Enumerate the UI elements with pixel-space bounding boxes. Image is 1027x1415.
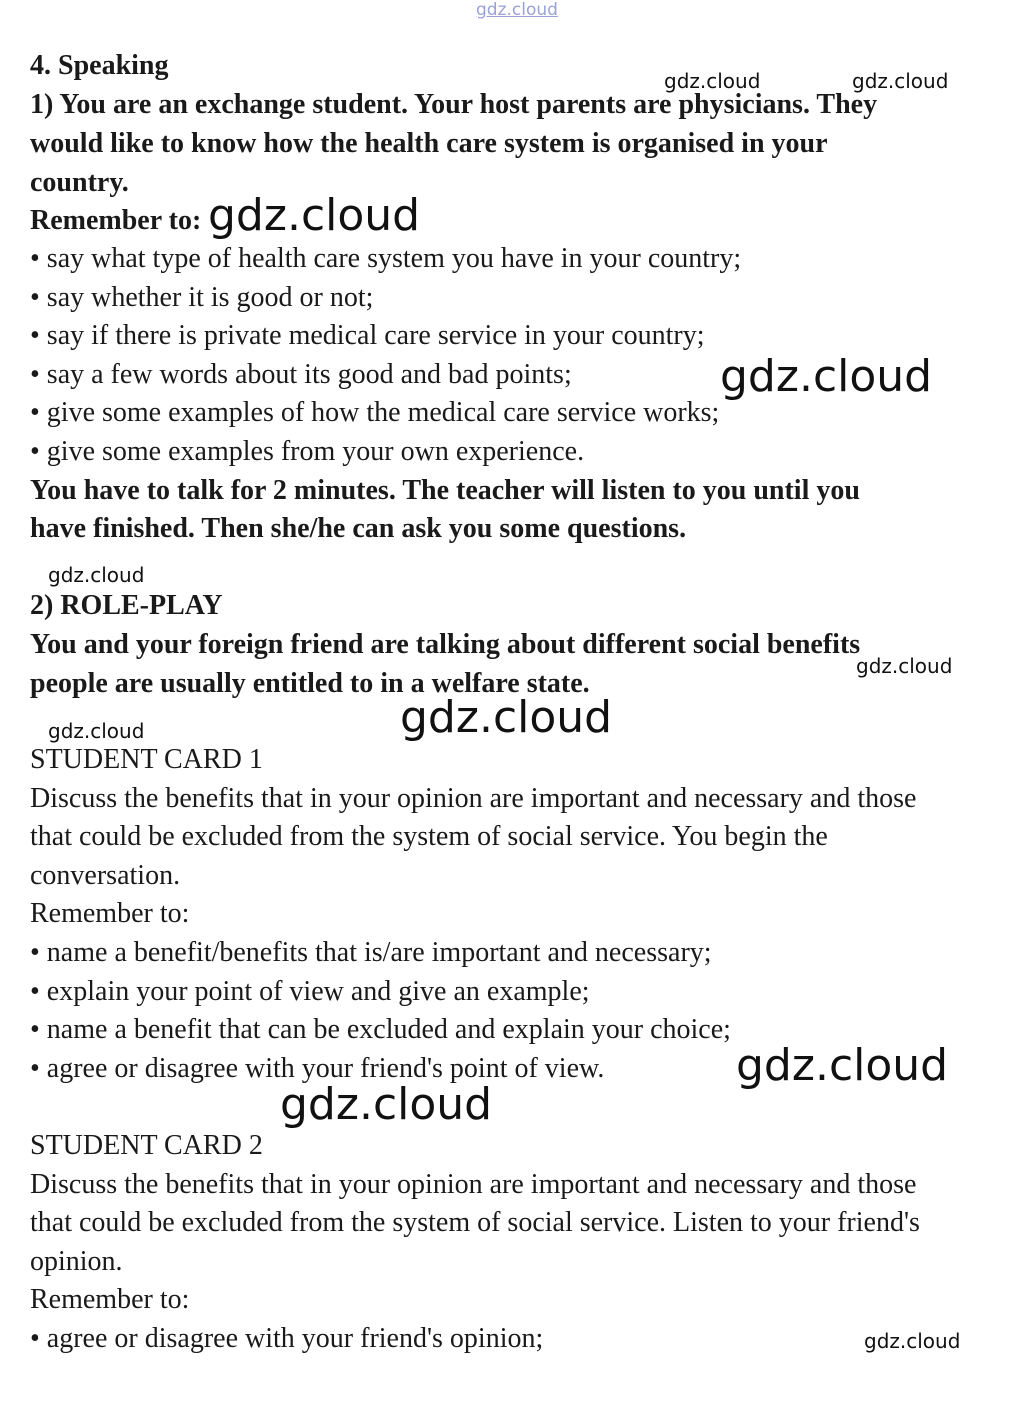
card2-bullet: • agree or disagree with your friend's opinion;: [30, 1323, 544, 1354]
task1-bullet: • say if there is private medical care service in your country;: [30, 320, 705, 351]
card1-body-line: Discuss the benefits that in your opinion are important and necessary and those: [30, 783, 917, 814]
task1-bullet: • say a few words about its good and bad points;: [30, 359, 572, 390]
watermark: gdz.cloud: [864, 1329, 961, 1353]
watermark: gdz.cloud: [852, 69, 949, 93]
watermark: gdz.cloud: [400, 692, 613, 743]
card2-remember-label: Remember to:: [30, 1284, 190, 1315]
card1-remember-label: Remember to:: [30, 898, 190, 929]
task1-bullet: • give some examples of how the medical care service works;: [30, 397, 720, 428]
task1-closing-line: You have to talk for 2 minutes. The teacher will listen to you until you: [30, 475, 860, 506]
card2-body-line: that could be excluded from the system of social service. Listen to your friend's: [30, 1207, 920, 1238]
task1-prompt-line: country.: [30, 167, 129, 198]
card1-bullet: • explain your point of view and give an example;: [30, 976, 590, 1007]
task1-prompt-line: 1) You are an exchange student. Your host parents are physicians. They: [30, 89, 878, 120]
task1-prompt-line: would like to know how the health care system is organised in your: [30, 128, 828, 159]
card1-title: STUDENT CARD 1: [30, 744, 263, 775]
task1-bullet: • give some examples from your own experience.: [30, 436, 585, 467]
card1-body-line: that could be excluded from the system of social service. You begin the: [30, 821, 828, 852]
task1-bullet: • say what type of health care system you have in your country;: [30, 243, 742, 274]
watermark: gdz.cloud: [736, 1040, 949, 1091]
task1-remember-label: Remember to:: [30, 205, 202, 236]
task2-prompt-line: people are usually entitled to in a welfare state.: [30, 668, 590, 699]
watermark-top-link[interactable]: gdz.cloud: [476, 0, 558, 20]
card2-body-line: Discuss the benefits that in your opinion are important and necessary and those: [30, 1169, 917, 1200]
section-heading: 4. Speaking: [30, 50, 169, 81]
watermark: gdz.cloud: [48, 563, 145, 587]
watermark: gdz.cloud: [720, 351, 933, 402]
watermark: gdz.cloud: [48, 719, 145, 743]
task2-heading: 2) ROLE-PLAY: [30, 590, 223, 621]
task2-prompt-line: You and your foreign friend are talking about different social benefits: [30, 629, 861, 660]
card1-bullet: • name a benefit/benefits that is/are important and necessary;: [30, 937, 712, 968]
card1-bullet: • name a benefit that can be excluded and explain your choice;: [30, 1014, 731, 1045]
watermark: gdz.cloud: [664, 69, 761, 93]
card2-body-line: opinion.: [30, 1246, 123, 1277]
watermark: gdz.cloud: [280, 1079, 493, 1130]
watermark: gdz.cloud: [856, 654, 953, 678]
card2-title: STUDENT CARD 2: [30, 1130, 263, 1161]
card1-body-line: conversation.: [30, 860, 181, 891]
card1-bullet: • agree or disagree with your friend's point of view.: [30, 1053, 605, 1084]
task1-closing-line: have finished. Then she/he can ask you some questions.: [30, 513, 687, 544]
watermark: gdz.cloud: [208, 190, 421, 241]
task1-bullet: • say whether it is good or not;: [30, 282, 374, 313]
